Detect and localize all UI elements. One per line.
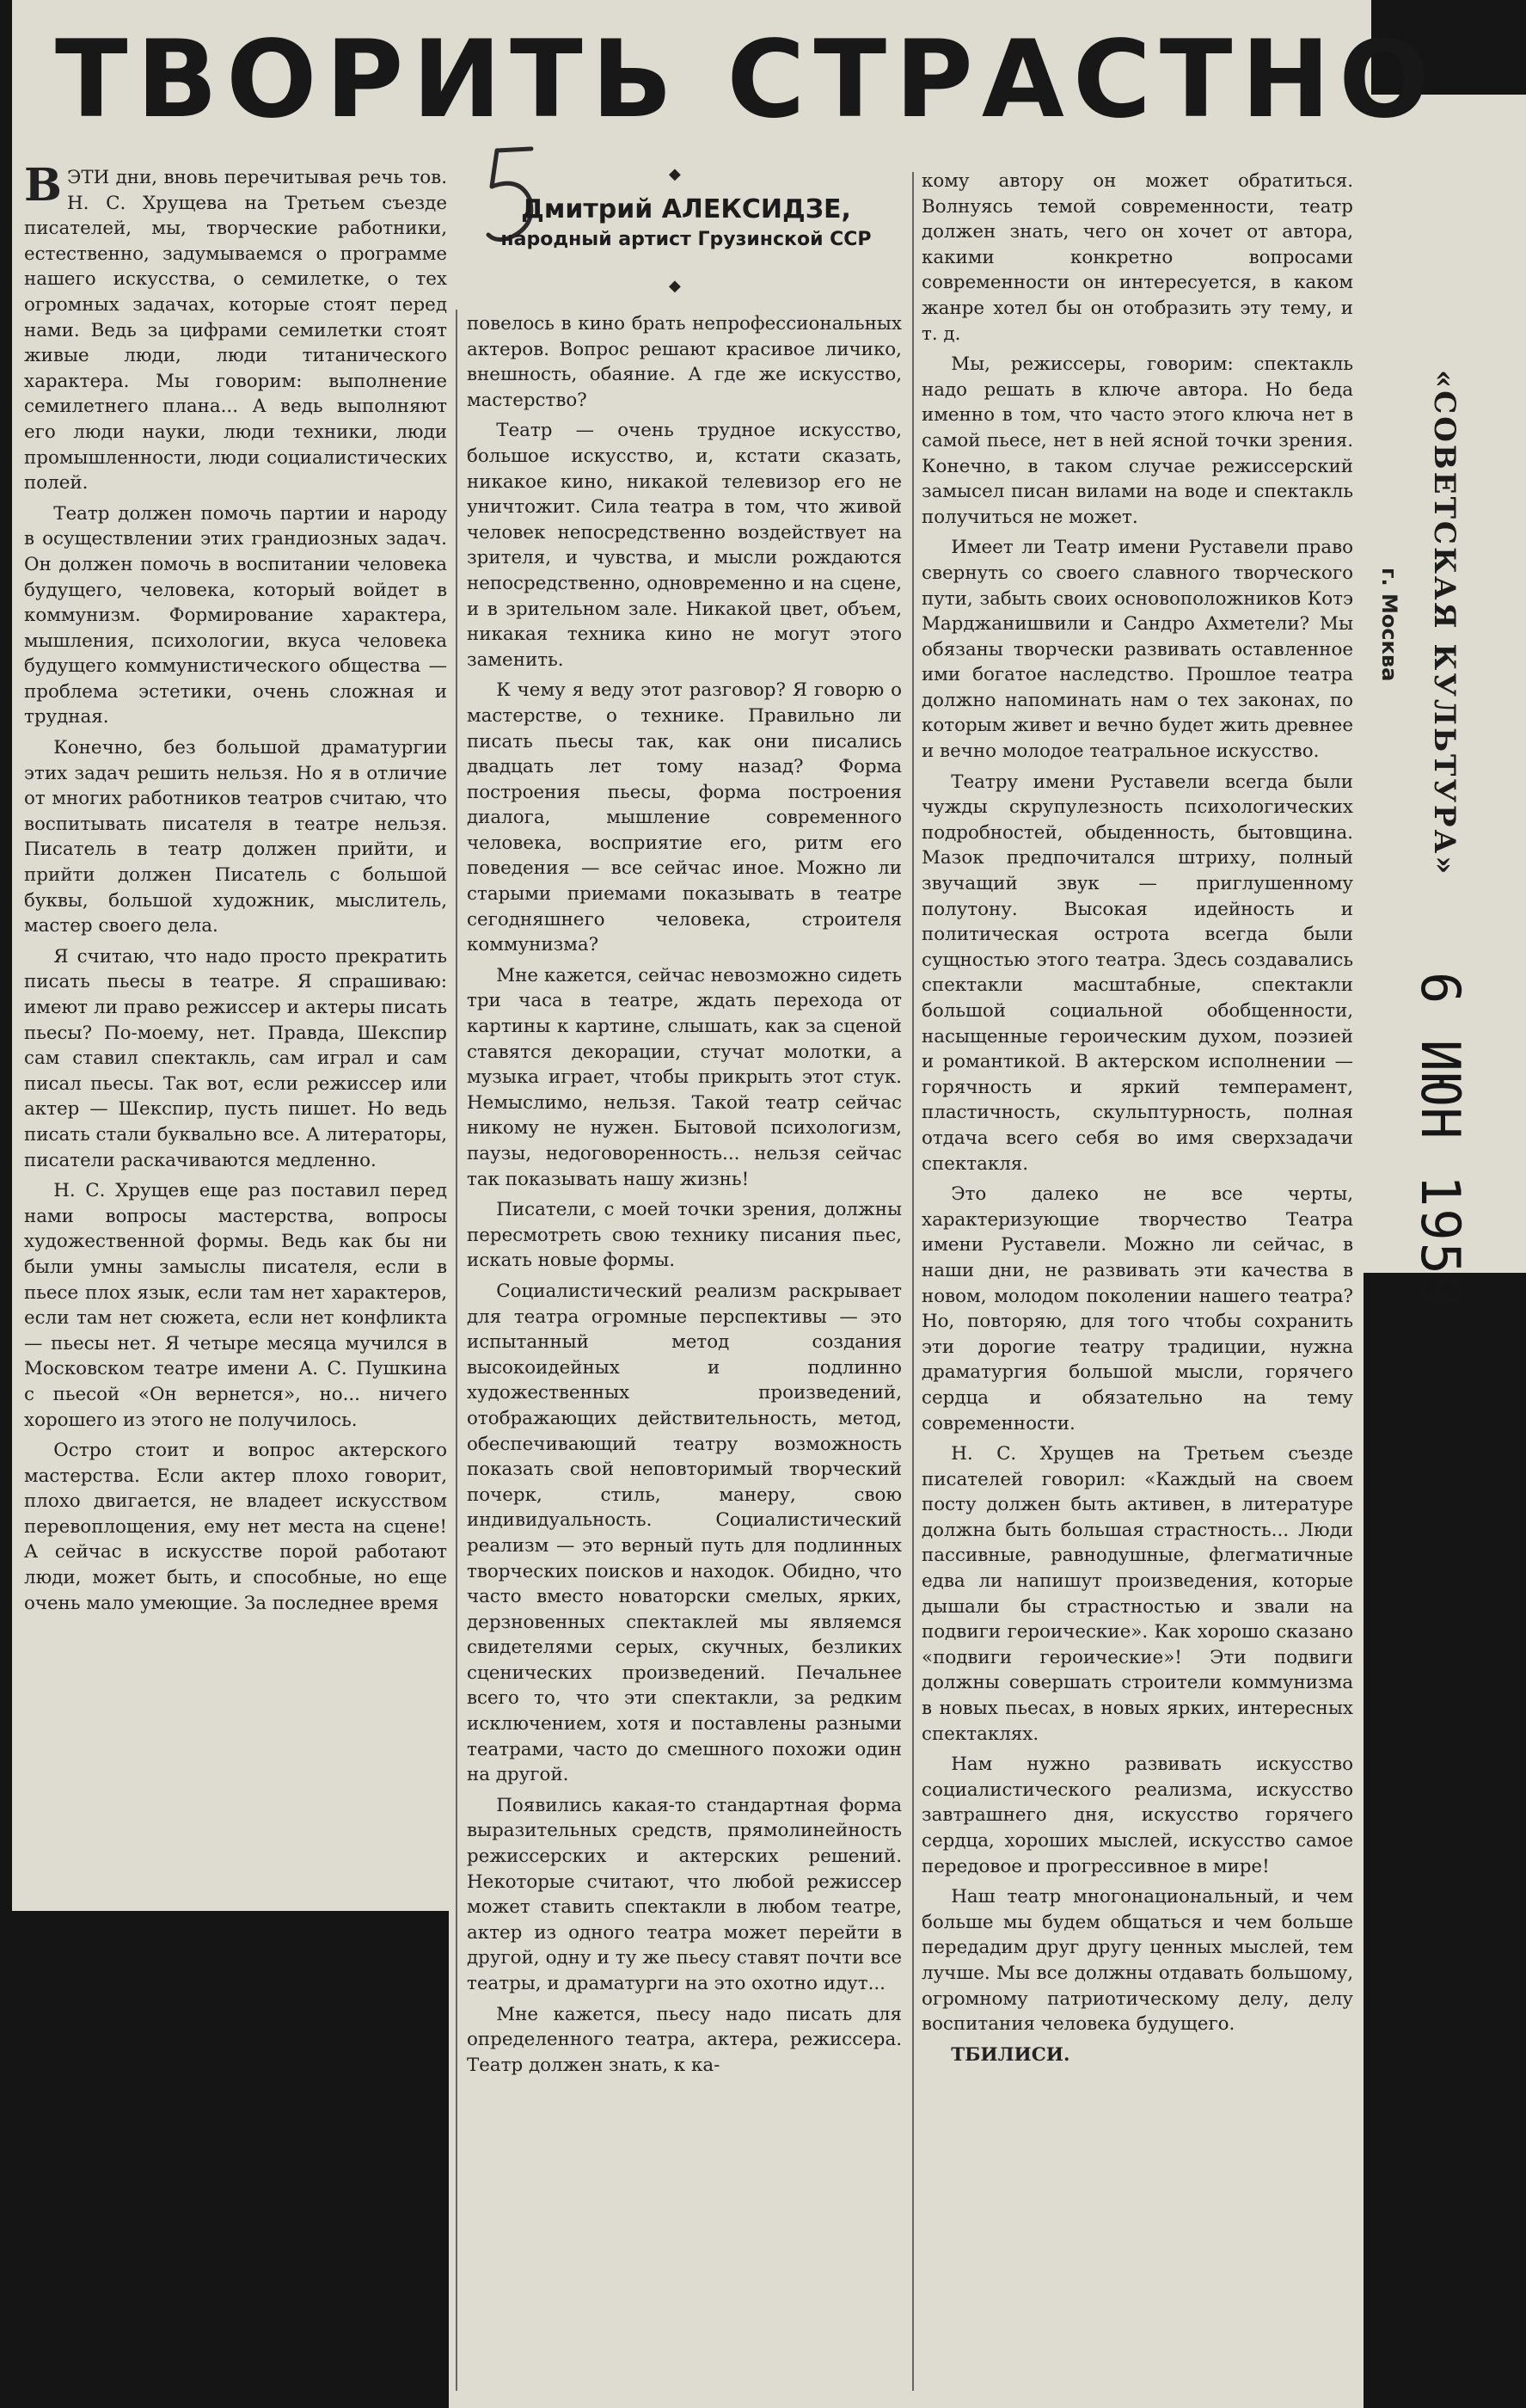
column-rule-right	[912, 172, 914, 2391]
author-role: народный артист Грузинской ССР	[500, 229, 872, 250]
article-column-1	[24, 159, 447, 1616]
paragraph: ВЭТИ дни, вновь перечитывая речь тов. Н. С. Хрущева на Третьем съезде писателей, мы, творческие работники, естественно, задумываемся о программе нашего искусства, о семилетке, о тех огромных задачах, которые стоят перед нами. Ведь за цифрами семилетки стоят живые люди, люди титанического характера. Мы говорим: выполнение семилетнего плана... А ведь выполняют его люди науки, люди техники, люди промышленности, люди социалистических полей.	[24, 159, 447, 494]
ornament-diamond-2: ◆	[669, 277, 681, 295]
paragraph: Нам нужно развивать искусство социалистического реализма, искусство завтрашнего дня, искусство горячего сердца, хороших мыслей, искусство самое передовое и прогрессивное в мире!	[922, 1754, 1353, 1877]
paragraph: Имеет ли Театр имени Руставели право свернуть со своего славного творческого пути, забыть своих основоположников Котэ Марджанишвили и Сандро Ахметели? Мы обязаны творчески развивать оставленное ими богатое наследство. Прошлое театра должно напоминать нам о тех законах, по которым живет и вечно будет жить древнее и вечно молодое театральное искусство.	[922, 537, 1353, 763]
author-name: Дмитрий АЛЕКСИДЗЕ,	[521, 194, 851, 224]
article-title: ТВОРИТЬ СТРАСТНО	[55, 18, 1438, 142]
paragraph: Театр — очень трудное искусство, большое искусство, и, кстати сказать, никакое кино, никакой телевизор его не уничтожит. Сила театра в том, что живой человек непосредственно воздействует на зрителя, и чувства, и мысли рождаются непосредственно, одновременно и на сцене, и в зрительном зале. Никакой цвет, объем, никакая техника кино не могут этого заменить.	[467, 420, 902, 671]
byline	[471, 194, 901, 254]
paragraph: Мы, режиссеры, говорим: спектакль надо решать в ключе автора. Но беда именно в том, что часто этого ключа нет в самой пьесе, нет в ней ясной точки зрения. Конечно, в таком случае режиссерский замысел писан вилами на воде и спектакль получиться не может.	[922, 353, 1353, 528]
article-column-3	[922, 169, 1353, 2067]
column-rule-left	[456, 310, 457, 2391]
article-signoff: ТБИЛИСИ.	[951, 2043, 1070, 2066]
date-stamp: 6 ИЮН 1959	[1409, 972, 1472, 1311]
paragraph: Это далеко не все черты, характеризующие творчество Театра имени Руставели. Можно ли сейчас, в наши дни, не развивать эти качества в новом, молодом поколении нашего театра? Но, повторяю, для того чтобы сохранить эти дорогие театру традиции, нужна драматургия большой мысли, горячего сердца и обязательно на тему современности.	[922, 1183, 1353, 1434]
paragraph: Мне кажется, сейчас невозможно сидеть три часа в театре, ждать перехода от картины к картине, слышать, как за сценой ставятся декорации, стучат молотки, а музыка играет, чтобы прикрыть этот стук. Немыслимо, нельзя. Такой театр сейчас никому не нужен. Бытовой психологизм, паузы, недоговоренность... нельзя сейчас так показывать нашу жизнь!	[467, 964, 902, 1190]
paragraph: Театру имени Руставели всегда были чужды скрупулезность психологических подробностей, обыденность, бытовщина. Мазок предпочитался штриху, полный звучащий звук — приглушенному полутону. Высокая идейность и политическая острота всегда были сущностью этого театра. Здесь создавались спектакли масштабные, спектакли большой социальной обобщенности, насыщенные героическим духом, поэзией и романтикой. В актерском исполнении — горячность и яркий темперамент, пластичность, скульптурность, полная отдача всего себя во имя сверхзадачи спектакля.	[922, 771, 1353, 1175]
article-column-2	[467, 311, 902, 2078]
paragraph: Наш театр многонациональный, и чем больше мы будем общаться и чем больше передадим друг другу ценных мыслей, тем лучше. Мы все должны отдавать большому, огромному патриотическому делу, делу воспитания человека будущего.	[922, 1886, 1353, 2036]
paragraph: Театр должен помочь партии и народу в осуществлении этих грандиозных задач. Он должен помочь в воспитании человека будущего, человека, который войдет в коммунизм. Формирование характера, мышления, психологии, вкуса человека будущего коммунистического общества — проблема эстетики, очень сложная и трудная.	[24, 502, 447, 728]
paragraph: Н. С. Хрущев на Третьем съезде писателей говорил: «Каждый на своем посту должен быть активен, в литературе должна быть большая страстность... Люди пассивные, равнодушные, флегматичные едва ли напишут произведения, которые дышали бы страстностью и звали на подвиги героические». Как хорошо сказано «подвиги героические»! Эти подвиги должны совершать строители коммунизма в новых пьесах, в новых ярких, интересных спектаклях.	[922, 1443, 1353, 1745]
paragraph: Писатели, с моей точки зрения, должны пересмотреть свою технику писания пьес, искать новые формы.	[467, 1199, 902, 1272]
paragraph: Появились какая-то стандартная форма выразительных средств, прямолинейность режиссерских и актерских решений. Некоторые считают, что любой режиссер может ставить спектакли в любом театре, актер из одного театра может перейти в другой, одну и ту же пьесу ставят почти все театры, и драматурги на это охотно идут...	[467, 1794, 902, 1994]
paragraph: Я считаю, что надо просто прекратить писать пьесы в театре. Я спрашиваю: имеют ли право режиссер и актеры писать пьесы? По-моему, нет. Правда, Шекспир сам ставил спектакль, сам играл и сам писал пьесы. Так вот, если режиссер или актер — Шекспир, пусть пишет. Но ведь писать стали буквально все. А литераторы, писатели раскачиваются медленно.	[24, 945, 447, 1171]
paragraph: Остро стоит и вопрос актерского мастерства. Если актер плохо говорит, плохо двигается, не владеет искусством перевоплощения, ему нет места на сцене! А сейчас в искусстве порой работают люди, может быть, и способные, но еще очень мало умеющие. За последнее время	[24, 1440, 447, 1614]
paragraph: Конечно, без большой драматургии этих задач решить нельзя. Но я в отличие от многих работников театров считаю, что воспитывать писателя в театре нельзя. Писатель в театр должен прийти, и прийти должен Писатель с большой буквы, большой художник, мыслитель, мастер своего дела.	[24, 737, 447, 937]
source-publication-stamp: «СОВЕТСКАЯ КУЛЬТУРА»	[1427, 370, 1462, 877]
source-city-stamp: г. Москва	[1377, 568, 1401, 682]
paragraph: Социалистический реализм раскрывает для театра огромные перспективы — это испытанный метод создания высокоидейных и подлинно художественных произведений, отображающих действительность, метод, обеспечивающий театру возможность показать свой неповторимый творческий почерк, стиль, манеру, свою индивидуальность. Социалистический реализм — это верный путь для подлинных творческих поисков и находок. Обидно, что часто вместо новаторски смелых, ярких, дерзновенных спектаклей мы являемся свидетелями серых, скучных, безликих сценических произведений. Печальнее всего то, что эти спектакли, за редким исключением, хотя и поставлены разными театрами, часто до смешного похожи один на другой.	[467, 1280, 902, 1786]
paragraph: К чему я веду этот разговор? Я говорю о мастерстве, о технике. Правильно ли писать пьесы так, как они писались двадцать лет тому назад? Форма построения пьесы, форма построения диалога, мышление современного человека, восприятие его, ритм его поведения — все сейчас иное. Можно ли старыми приемами показывать в театре сегодняшнего человека, строителя коммунизма?	[467, 679, 902, 956]
ornament-diamond-1: ◆	[669, 165, 681, 183]
paragraph: Мне кажется, пьесу надо писать для определенного театра, актера, режиссера. Театр должен знать, к ка-	[467, 2003, 902, 2076]
paragraph: кому автору он может обратиться. Волнуясь темой современности, театр должен знать, чего он хочет от автора, какими конкретно вопросами современности он интересуется, в каком жанре хотел бы он отобразить эту тему, и т. д.	[922, 170, 1353, 345]
paragraph: повелось в кино брать непрофессиональных актеров. Вопрос решают красивое личико, внешность, обаяние. А где же искусство, мастерство?	[467, 313, 902, 411]
paragraph: Н. С. Хрущев еще раз поставил перед нами вопросы мастерства, вопросы художественной формы. Ведь как бы ни были умны замыслы писателя, если в пьесе плох язык, если там нет характеров, если там нет сюжета, если нет конфликта — пьесы нет. Я четыре месяца мучился в Московском театре имени А. С. Пушкина с пьесой «Он вернется», но... ничего хорошего из этого не получилось.	[24, 1180, 447, 1431]
